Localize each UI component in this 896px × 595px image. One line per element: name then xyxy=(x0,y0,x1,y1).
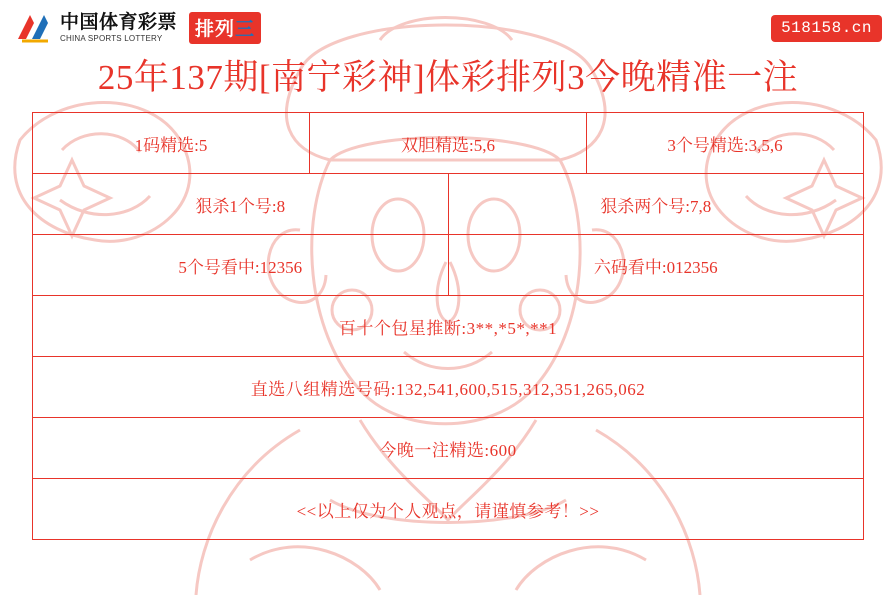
badge-tail-text: 三 xyxy=(235,19,256,40)
table-cell: 狠杀两个号:7,8 xyxy=(448,174,864,235)
brand-text-group xyxy=(60,13,177,43)
brand-name-en: CHINA SPORTS LOTTERY xyxy=(60,33,163,43)
page-header xyxy=(0,0,896,56)
table-cell: 1码精选:5 xyxy=(33,113,310,174)
table-cell: 直选八组精选号码:132,541,600,515,312,351,265,062 xyxy=(33,357,864,418)
table-cell: 今晚一注精选:600 xyxy=(33,418,864,479)
prediction-table xyxy=(32,112,864,540)
table-cell: 3个号精选:3,5,6 xyxy=(587,113,864,174)
table-cell: 狠杀1个号:8 xyxy=(33,174,449,235)
table-row xyxy=(33,357,864,418)
table-row xyxy=(33,479,864,540)
brand-name-cn: 中国体育彩票 xyxy=(60,11,178,33)
page-title: 25年137期[南宁彩神]体彩排列3今晚精准一注 xyxy=(97,58,799,97)
table-cell: <<以上仅为个人观点，请谨慎参考！>> xyxy=(33,479,864,540)
site-domain-badge: 518158.cn xyxy=(771,15,882,42)
table-cell: 双胆精选:5,6 xyxy=(310,113,587,174)
prediction-table-body xyxy=(33,113,864,540)
brand-logo-group xyxy=(14,9,261,47)
table-row xyxy=(33,235,864,296)
prediction-table-wrap xyxy=(0,112,896,540)
table-cell: 百十个包星推断:3**,*5*,**1 xyxy=(33,296,864,357)
table-row xyxy=(33,296,864,357)
table-row xyxy=(33,174,864,235)
badge-main-text: 排列 xyxy=(195,19,236,40)
table-cell: 5个号看中:12356 xyxy=(33,235,449,296)
lottery-game-badge xyxy=(189,12,261,44)
table-row xyxy=(33,418,864,479)
table-row xyxy=(33,113,864,174)
sports-lottery-logo-icon xyxy=(14,9,52,47)
table-cell: 六码看中:012356 xyxy=(448,235,864,296)
